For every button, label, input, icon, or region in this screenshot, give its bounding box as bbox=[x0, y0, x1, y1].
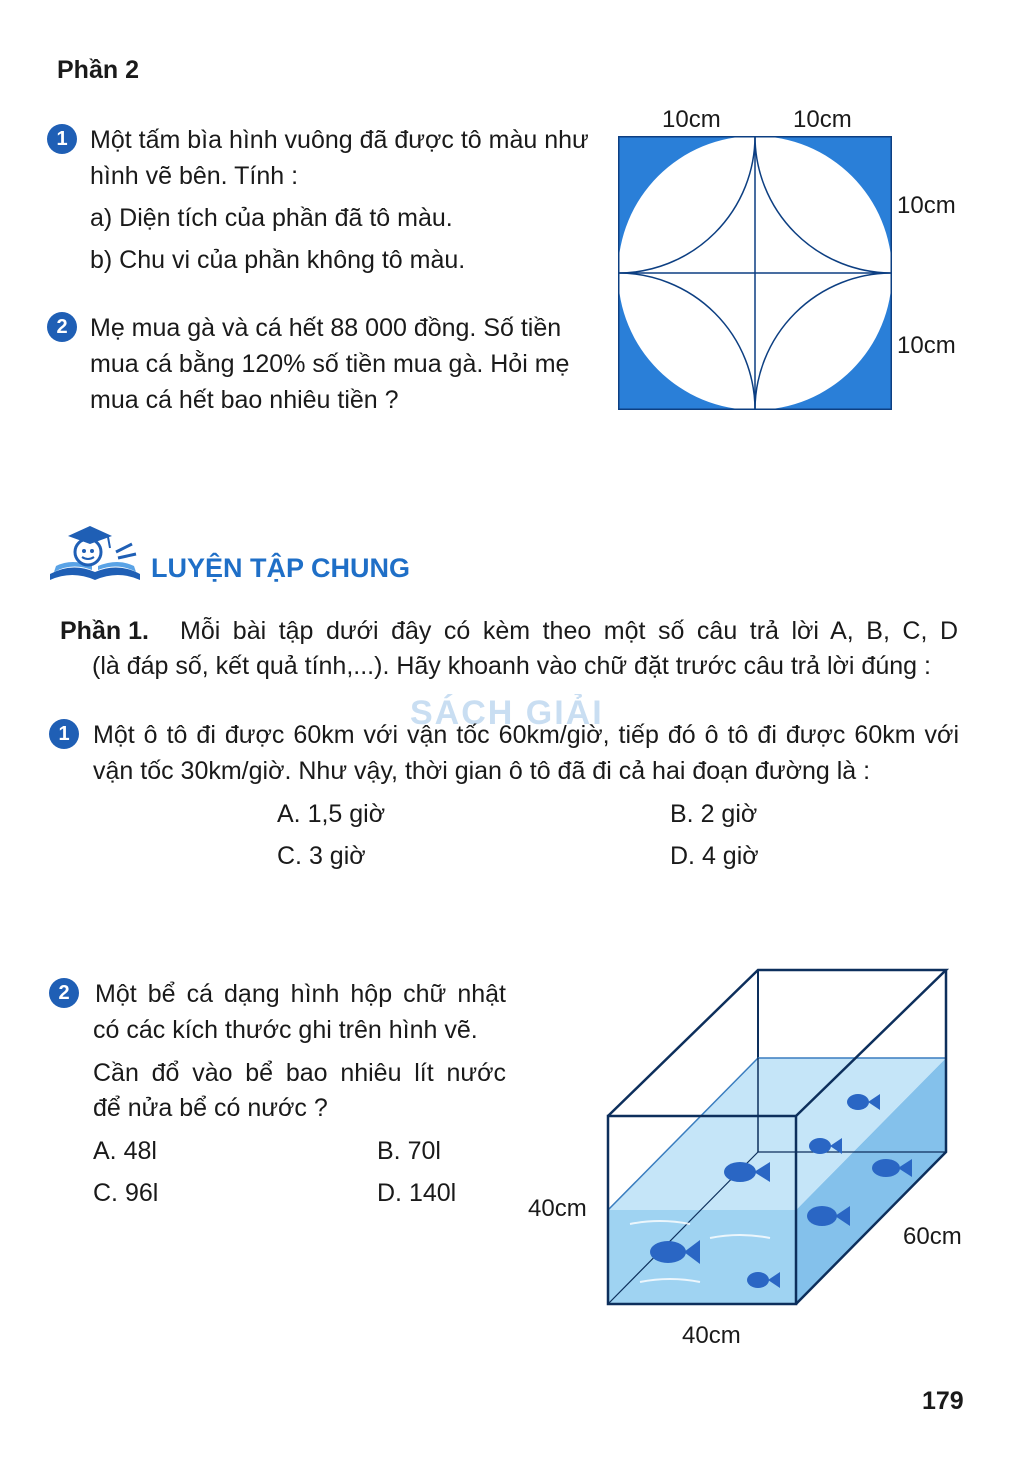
p1q2-line3: Cần đổ vào bể bao nhiêu lít nước bbox=[93, 1059, 506, 1087]
p1q2-option-d[interactable]: D. 140l bbox=[377, 1179, 457, 1207]
part2-q2-line3: mua cá hết bao nhiêu tiền ? bbox=[90, 386, 399, 414]
p1q2-line1: Một bể cá dạng hình hộp chữ nhật bbox=[95, 980, 506, 1008]
page-number: 179 bbox=[922, 1387, 964, 1415]
p1q1-line1: Một ô tô đi được 60km với vận tốc 60km/giờ, tiếp đó ô tô đi được 60km với bbox=[93, 721, 959, 749]
question-number-badge: 1 bbox=[47, 124, 77, 154]
part2-q1-b: b) Chu vi của phần không tô màu. bbox=[90, 246, 466, 274]
part2-q2-line1: Mẹ mua gà và cá hết 88 000 đồng. Số tiền bbox=[90, 314, 562, 342]
p1q1-option-c[interactable]: C. 3 giờ bbox=[277, 842, 366, 870]
p1q1-line2: vận tốc 30km/giờ. Như vậy, thời gian ô tô đã đi cả hai đoạn đường là : bbox=[93, 757, 871, 785]
label-right-bottom: 10cm bbox=[897, 332, 956, 359]
p1q2-option-b[interactable]: B. 70l bbox=[377, 1137, 441, 1165]
part2-q1-a: a) Diện tích của phần đã tô màu. bbox=[90, 204, 453, 232]
question-number-badge: 2 bbox=[47, 312, 77, 342]
p1q1-option-a[interactable]: A. 1,5 giờ bbox=[277, 800, 386, 828]
part2-q1-line1: Một tấm bìa hình vuông đã được tô màu như bbox=[90, 126, 589, 154]
label-top-right: 10cm bbox=[793, 106, 852, 133]
p1q2-option-a[interactable]: A. 48l bbox=[93, 1137, 157, 1165]
part2-q2-line2: mua cá bằng 120% số tiền mua gà. Hỏi mẹ bbox=[90, 350, 570, 378]
label-top-left: 10cm bbox=[662, 106, 721, 133]
question-number-badge: 2 bbox=[49, 978, 79, 1008]
p1q1-option-d[interactable]: D. 4 giờ bbox=[670, 842, 759, 870]
mascot-book-icon bbox=[48, 522, 142, 582]
p1q1-option-b[interactable]: B. 2 giờ bbox=[670, 800, 758, 828]
shaded-square-figure bbox=[618, 136, 892, 410]
part1-instruction-line1: Mỗi bài tập dưới đây có kèm theo một số câu trả lời A, B, C, D bbox=[180, 617, 958, 645]
part2-q1-line2: hình vẽ bên. Tính : bbox=[90, 162, 299, 190]
part1-label: Phần 1. bbox=[60, 617, 149, 645]
p1q2-option-c[interactable]: C. 96l bbox=[93, 1179, 159, 1207]
p1q2-line4: để nửa bể có nước ? bbox=[93, 1094, 328, 1122]
part2-title: Phần 2 bbox=[57, 56, 139, 84]
question-number-badge: 1 bbox=[49, 719, 79, 749]
tank-width-label: 40cm bbox=[682, 1322, 741, 1349]
tank-depth-label: 60cm bbox=[903, 1223, 962, 1250]
tank-height-label: 40cm bbox=[528, 1195, 587, 1222]
label-right-top: 10cm bbox=[897, 192, 956, 219]
water-front bbox=[608, 1210, 796, 1304]
watermark: SÁCH GIẢI bbox=[410, 694, 604, 732]
section-title: LUYỆN TẬP CHUNG bbox=[151, 553, 411, 583]
p1q2-line2: có các kích thước ghi trên hình vẽ. bbox=[93, 1016, 478, 1044]
fish-tank-figure bbox=[600, 962, 956, 1314]
part1-instruction-line2: (là đáp số, kết quả tính,...). Hãy khoanh vào chữ đặt trước câu trả lời đúng : bbox=[92, 652, 931, 680]
